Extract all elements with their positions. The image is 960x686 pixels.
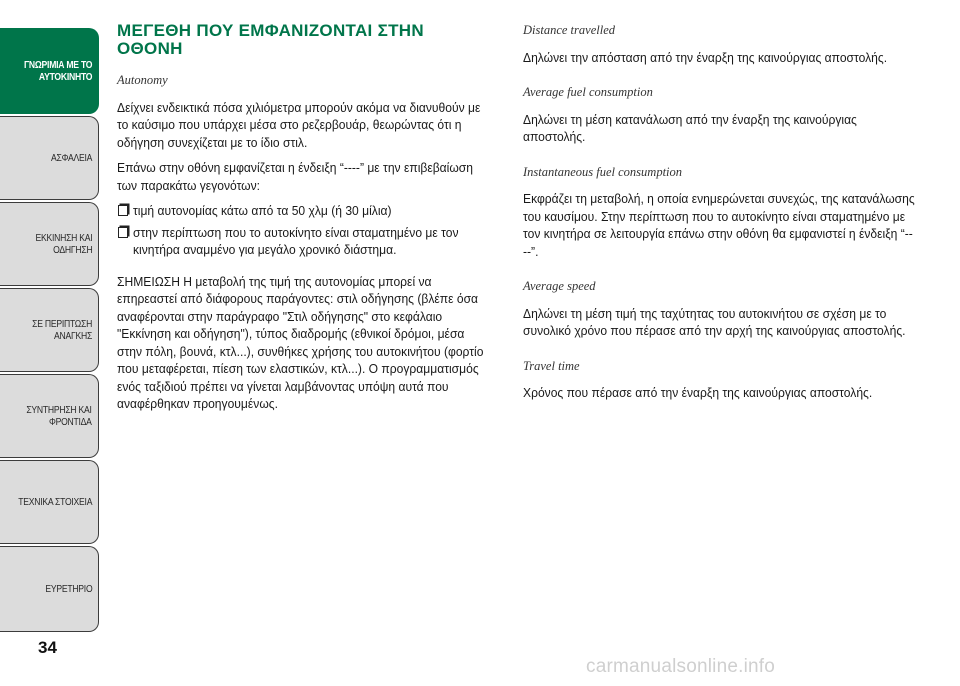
avg-fuel-text: Δηλώνει τη μέση κατανάλωση από την έναρξη της καινούργιας αποστολής. (523, 111, 857, 144)
distance-text: Δηλώνει την απόσταση από την έναρξη της καινούργιας αποστολής. (523, 49, 888, 65)
avg-speed-heading: Average speed (523, 279, 596, 293)
list-item (117, 202, 491, 220)
tab-label: ΣΥΝΤΗΡΗΣΗ ΚΑΙ ΦΡΟΝΤΙΔΑ (26, 404, 92, 428)
list-item (117, 224, 491, 259)
tab-label: ΤΕΧΝΙΚΑ ΣΤΟΙΧΕΙΑ (18, 496, 92, 508)
tab-label: ΣΕ ΠΕΡΙΠΤΩΣΗ ΑΝΑΓΚΗΣ (32, 318, 92, 342)
distance-heading: Distance travelled (523, 23, 615, 37)
right-column (523, 22, 918, 410)
chapter-sidebar (0, 0, 100, 686)
autonomy-display-paragraph: Επάνω στην οθόνη εμφανίζεται η ένδειξη “----” με την επιβεβαίωση των παρακάτω γεγονότων: (117, 160, 473, 193)
autonomy-heading: Autonomy (117, 73, 168, 87)
tab-index[interactable] (0, 546, 99, 632)
section-title: ΜΕΓΕΘΗ ΠΟΥ ΕΜΦΑΝΙΖΟΝΤΑΙ ΣΤΗΝ ΟΘΟΝΗ (117, 21, 424, 58)
checkbox-bullet-icon (118, 205, 128, 216)
tab-safety[interactable] (0, 116, 99, 200)
watermark: carmanualsonline.info (586, 656, 776, 677)
avg-fuel-heading: Average fuel consumption (523, 85, 653, 99)
tab-technical-data[interactable] (0, 460, 99, 544)
bullet-text: στην περίπτωση που το αυτοκίνητο είναι σταματημένο με τον κινητήρα αναμμένο για μεγάλο χρονικό διάστημα. (133, 224, 459, 257)
page-number: 34 (38, 638, 57, 657)
inst-fuel-text: Εκφράζει τη μεταβολή, η οποία ενημερώνεται συνεχώς, της κατανάλωσης του καυσίμου. Στην περίπτωση που το αυτοκίνητο είναι σταματημένο με τον κινητήρα σε λειτουργία επάνω στην οθόνη θα εμφανιστεί η ένδειξη “----”. (523, 191, 915, 259)
tab-starting-driving[interactable] (0, 202, 99, 286)
tab-label: ΕΥΡΕΤΗΡΙΟ (44, 583, 92, 595)
travel-time-text: Χρόνος που πέρασε από την έναρξη της καινούργιας αποστολής. (523, 385, 873, 400)
tab-label: ΓΝΩΡΙΜΙΑ ΜΕ ΤΟ ΑΥΤΟΚΙΝΗΤΟ (23, 59, 92, 83)
tab-emergency[interactable] (0, 288, 99, 372)
avg-speed-text: Δηλώνει τη μέση τιμή της ταχύτητας του αυτοκινήτου σε σχέση με το συνολικό χρόνο που πέρασε από την αρχή της καινούργιας αποστολής. (523, 305, 906, 338)
tab-getting-to-know-car[interactable] (0, 28, 99, 114)
inst-fuel-heading: Instantaneous fuel consumption (523, 164, 683, 179)
left-column (117, 22, 491, 421)
tab-label: ΕΚΚΙΝΗΣΗ ΚΑΙ ΟΔΗΓΗΣΗ (35, 232, 92, 256)
checkbox-bullet-icon (118, 227, 128, 238)
autonomy-paragraph: Δείχνει ενδεικτικά πόσα χιλιόμετρα μπορούν ακόμα να διανυθούν με το καύσιμο που υπάρχει μέσα στο ρεζερβουάρ, θεωρώντας ότι η οδήγηση συνεχίζεται με το ίδιο στιλ. (117, 99, 481, 150)
travel-time-heading: Travel time (523, 358, 580, 373)
bullet-text: τιμή αυτονομίας κάτω από τα 50 χλμ (ή 30 μίλια) (133, 203, 392, 218)
tab-label: ΑΣΦΑΛΕΙΑ (50, 152, 92, 164)
tab-maintenance[interactable] (0, 374, 99, 458)
note-paragraph: ΣΗΜΕΙΩΣΗ Η μεταβολή της τιμή της αυτονομίας μπορεί να επηρεαστεί από διάφορους παράγοντες: στιλ οδήγησης (βλέπε όσα αναφέρονται στην παράγραφο "Στιλ οδήγησης" στο κεφάλαιο "Εκκίνηση και οδήγηση"), τύπος διαδρομής (εθνικοί δρόμοι, μέσα στην πόλη, βουνά, κτλ...), συνθήκες χρήσης του αυτοκινήτου (φορτίο που μεταφέρεται, πίεση των ελαστικών, κτλ...). Ο προγραμματισμός ενός ταξιδιού πρέπει να γίνεται λαμβάνοντας υπόψη αυτά που αναφέρθηκαν προηγουμένως. (117, 273, 484, 411)
